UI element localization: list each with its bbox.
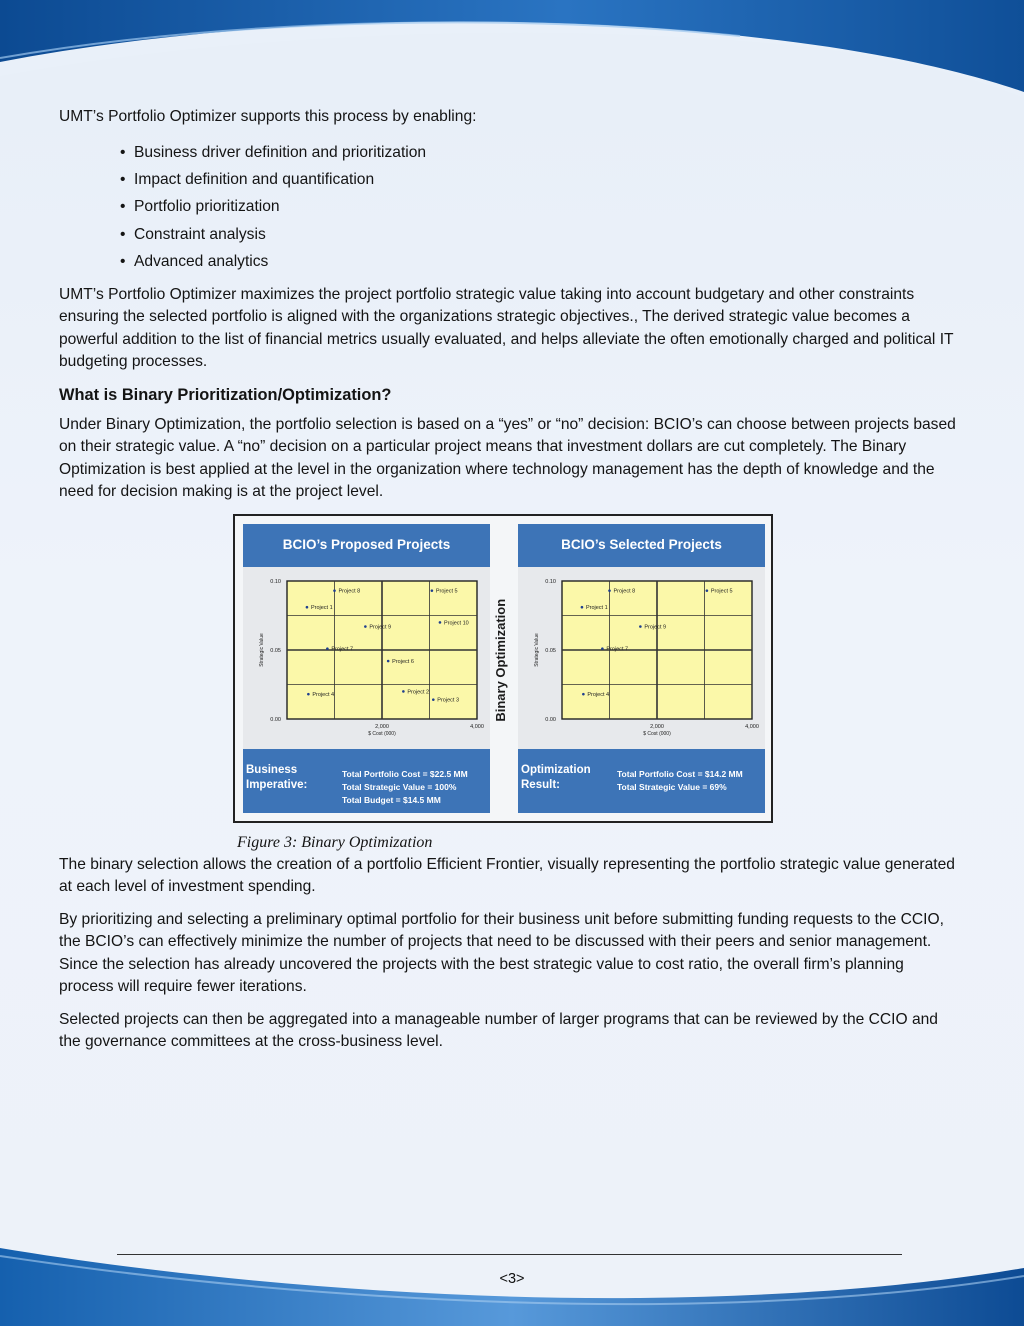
data-point xyxy=(439,621,442,624)
footer-wave-graphic xyxy=(0,1248,1024,1326)
data-point-label: Project 6 xyxy=(392,658,414,665)
list-item: • Constraint analysis xyxy=(120,221,959,248)
y-tick-label: 0.00 xyxy=(270,716,281,723)
data-point xyxy=(601,647,604,650)
paragraph-binary-optimization: Under Binary Optimization, the portfolio selection is based on a “yes” or “no” decision: BCIO’s can choose between projects based on their strategic value. A “no” decision on a particular project means that investment dollars are cut completely. The Binary Optimization is best applied at the level in the organization where technology management has the depth of knowledge and the need for decision making is at the project level. xyxy=(59,415,956,501)
selected-projects-chart xyxy=(518,567,765,749)
x-axis-label: $ Cost (000) xyxy=(643,730,671,737)
list-item: • Business driver definition and prioritization xyxy=(120,139,959,166)
list-item: • Advanced analytics xyxy=(120,248,959,275)
y-tick-label: 0.00 xyxy=(545,716,556,723)
data-point xyxy=(706,589,709,592)
data-point-label: Project 7 xyxy=(606,646,629,653)
foot-values xyxy=(617,768,743,794)
data-point-label: Project 10 xyxy=(443,619,469,626)
paragraph-aggregation: Selected projects can then be aggregated into a manageable number of larger programs that can be reviewed by the CCIO and the governance committees at the cross-business level. xyxy=(59,1010,938,1051)
data-point-label: Project 8 xyxy=(613,588,636,595)
data-point-label: Project 5 xyxy=(710,588,733,595)
foot-values xyxy=(342,768,468,807)
optimization-result-box xyxy=(518,749,765,813)
data-point-label: Project 4 xyxy=(587,691,610,698)
figure-caption: Figure 3: Binary Optimization xyxy=(237,833,433,851)
header-wave-graphic xyxy=(0,0,1024,104)
proposed-projects-panel xyxy=(243,524,490,813)
y-axis-label: Strategic Value xyxy=(259,632,265,667)
data-point xyxy=(307,692,310,695)
data-point-label: Project 1 xyxy=(310,604,333,611)
panel-title: BCIO’s Selected Projects xyxy=(518,524,765,567)
document-body xyxy=(59,106,959,1064)
y-tick-label: 0.05 xyxy=(270,647,281,654)
paragraph-portfolio-optimizer: UMT’s Portfolio Optimizer maximizes the project portfolio strategic value taking into account budgetary and other constraints ensuring the selected portfolio is aligned with the organizations strategic objectives., The derived strategic value becomes a powerful addition to the list of financial metrics usually evaluated, and helps alleviate the often emotionally charged and political IT budgeting processes. xyxy=(59,285,954,371)
total-strategic-value: Total Strategic Value = 100% xyxy=(342,781,457,792)
total-portfolio-cost: Total Portfolio Cost = $14.2 MM xyxy=(617,768,743,779)
y-tick-label: 0.10 xyxy=(270,578,281,585)
selected-projects-panel xyxy=(518,524,765,813)
data-point-label: Project 9 xyxy=(644,624,667,631)
data-point-label: Project 1 xyxy=(585,604,608,611)
data-point xyxy=(581,605,584,608)
figure-binary-optimization xyxy=(233,514,773,823)
data-point-label: Project 2 xyxy=(407,688,430,695)
data-point xyxy=(306,605,309,608)
intro-lead: UMT’s Portfolio Optimizer supports this process by enabling: xyxy=(59,108,477,125)
x-tick-label: 4,000 xyxy=(745,723,759,730)
data-point-label: Project 8 xyxy=(338,588,361,595)
y-tick-label: 0.05 xyxy=(545,647,556,654)
list-item: • Portfolio prioritization xyxy=(120,193,959,220)
data-point xyxy=(326,647,329,650)
total-strategic-value: Total Strategic Value = 69% xyxy=(617,781,727,792)
x-tick-label: 4,000 xyxy=(470,723,484,730)
binary-optimization-label xyxy=(488,586,514,736)
x-tick-label: 2,000 xyxy=(375,723,389,730)
vertical-label-text: Binary Optimization xyxy=(492,599,508,722)
data-point xyxy=(333,589,336,592)
proposed-projects-chart xyxy=(243,567,490,749)
section-heading: What is Binary Prioritization/Optimization? xyxy=(59,385,392,404)
paragraph-efficient-frontier: The binary selection allows the creation of a portfolio Efficient Frontier, visually representing the portfolio strategic value generated at each level of investment spending. xyxy=(59,855,955,896)
foot-label: Business Imperative: xyxy=(246,763,308,791)
panel-title: BCIO’s Proposed Projects xyxy=(243,524,490,567)
data-point xyxy=(608,589,611,592)
data-point xyxy=(582,692,585,695)
x-tick-label: 2,000 xyxy=(650,723,664,730)
foot-label: Optimization Result: xyxy=(521,763,591,791)
data-point-label: Project 7 xyxy=(331,646,354,653)
list-item: • Impact definition and quantification xyxy=(120,166,959,193)
header-decoration xyxy=(0,0,1024,104)
paragraph-prioritizing: By prioritizing and selecting a preliminary optimal portfolio for their business unit before submitting funding requests to the CCIO, the BCIO’s can effectively minimize the number of projects that need to be discussed with their peers and senior management. Since the selection has already uncovered the projects with the best strategic value to cost ratio, the overall firm’s planning process will require fewer iterations. xyxy=(59,910,944,996)
footer-decoration xyxy=(0,1248,1024,1326)
data-point xyxy=(402,690,405,693)
data-point xyxy=(364,625,367,628)
page-number: <3> xyxy=(499,1271,525,1287)
data-point xyxy=(432,698,435,701)
data-point-label: Project 3 xyxy=(437,697,460,704)
data-point-label: Project 5 xyxy=(435,588,458,595)
x-axis-label: $ Cost (000) xyxy=(368,730,396,737)
data-point-label: Project 4 xyxy=(312,691,335,698)
data-point xyxy=(387,659,390,662)
data-point xyxy=(431,589,434,592)
data-point xyxy=(639,625,642,628)
total-portfolio-cost: Total Portfolio Cost = $22.5 MM xyxy=(342,768,468,779)
data-point-label: Project 9 xyxy=(369,624,392,631)
total-budget: Total Budget = $14.5 MM xyxy=(342,794,441,805)
business-imperative-box xyxy=(243,749,490,813)
y-axis-label: Strategic Value xyxy=(534,632,540,667)
y-tick-label: 0.10 xyxy=(545,578,556,585)
capability-list xyxy=(59,139,959,276)
